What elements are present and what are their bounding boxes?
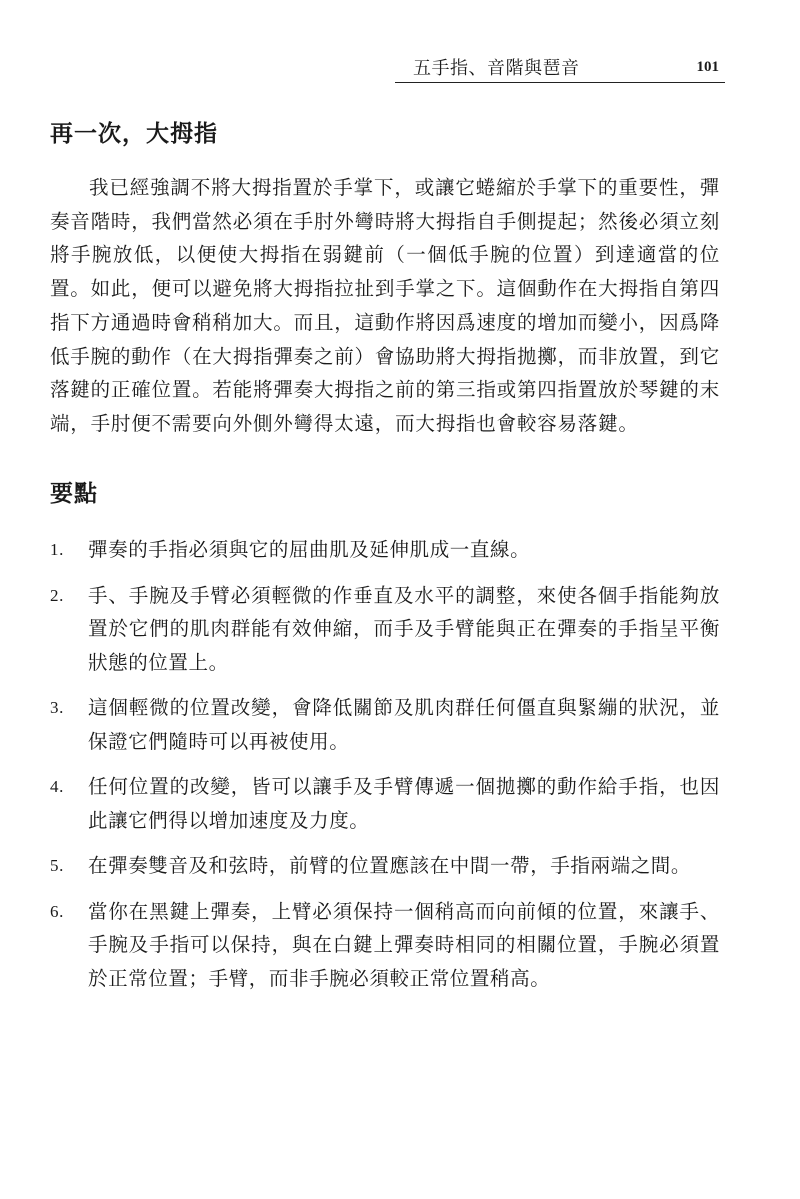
list-item-number: 2. xyxy=(50,585,64,605)
list-item-number: 5. xyxy=(50,856,64,875)
section-heading-thumb: 再一次，大拇指 xyxy=(50,120,218,147)
running-header xyxy=(395,54,725,83)
list-item xyxy=(50,770,720,837)
thumb-paragraph: 我已經強調不將大拇指置於手掌下，或讓它蜷縮於手掌下的重要性，彈奏音階時，我們當然必須在手肘外彎時將大拇指自手側提起；然後必須立刻將手腕放低，以便使大拇指在弱鍵前（一個低手腕的位置）到達適當的位置。如此，便可以避免將大拇指拉扯到手掌之下。這個動作在大拇指自第四指下方通過時會稍稍加大。而且，這動作將因爲速度的增加而變小，因爲降低手腕的動作（在大拇指彈奏之前）會協助將大拇指拋擲，而非放置，到它落鍵的正確位置。若能將彈奏大拇指之前的第三指或第四指置放於琴鍵的末端，手肘便不需要向外側外彎得太遠，而大拇指也會較容易落鍵。 xyxy=(50,176,720,435)
list-item-number: 3. xyxy=(50,698,64,717)
list-item-text: 任何位置的改變，皆可以讓手及手臂傳遞一個拋擲的動作給手指，也因此讓它們得以增加速度及力度。 xyxy=(88,775,720,832)
section-heading-key-points: 要點 xyxy=(50,480,98,507)
list-item xyxy=(50,895,720,996)
list-item-text: 彈奏的手指必須與它的屈曲肌及延伸肌成一直線。 xyxy=(88,538,531,561)
list-item-text: 當你在黑鍵上彈奏，上臂必須保持一個稍高而向前傾的位置，來讓手、手腕及手指可以保持，與在白鍵上彈奏時相同的相關位置，手腕必須置於正常位置；手臂，而非手腕必須較正常位置稍高。 xyxy=(88,899,720,990)
running-title: 五手指、音階與琶音 xyxy=(413,58,580,79)
key-points-list xyxy=(50,533,720,1007)
list-item xyxy=(50,691,720,758)
list-item-text: 這個輕微的位置改變，會降低關節及肌肉群任何僵直與緊繃的狀況，並保證它們隨時可以再被使用。 xyxy=(88,696,720,753)
list-item-number: 4. xyxy=(50,777,64,796)
list-item-text: 在彈奏雙音及和弦時，前臂的位置應該在中間一帶，手指兩端之間。 xyxy=(88,854,692,877)
page-number: 101 xyxy=(696,59,719,75)
list-item-text: 手、手腕及手臂必須輕微的作垂直及水平的調整，來使各個手指能夠放置於它們的肌肉群能有效伸縮，而手及手臂能與正在彈奏的手指呈平衡狀態的位置上。 xyxy=(88,583,720,674)
list-item xyxy=(50,533,720,567)
list-item xyxy=(50,579,720,680)
list-item xyxy=(50,849,720,883)
list-item-number: 1. xyxy=(50,540,64,559)
list-item-number: 6. xyxy=(50,901,64,921)
